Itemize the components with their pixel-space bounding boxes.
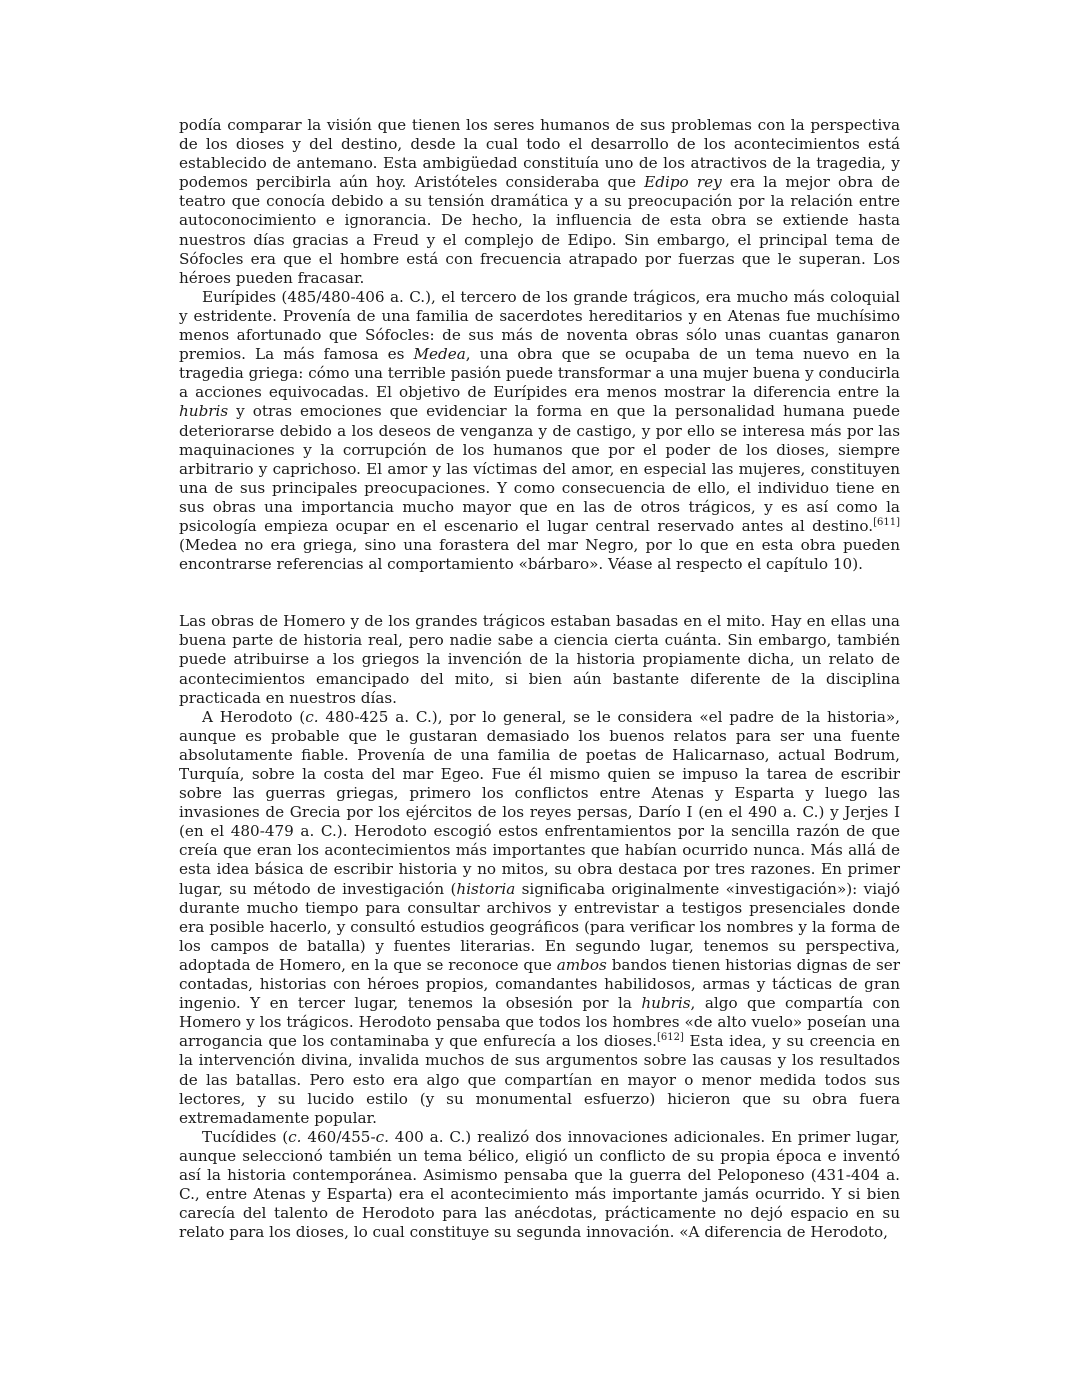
- text: 480-425 a. C.), por lo general, se le considera «el padre de la historia», aunque es probable que le gustaran demasiado los buenos relatos para ser una fuente absolutamente fiable. Provenía de una familia de poetas de Halicarnaso, actual Bodrum, Turquía, sobre la costa del mar Egeo. Fue él mismo quien se impuso la tarea de escribir sobre las guerras griegas, primero los conflictos entre Atenas y Esparta y luego las invasiones de Grecia por los ejércitos de los reyes persas, Darío I (en el 490 a. C.) y Jerjes I (en el 480-479 a. C.). Herodoto escogió estos enfrentamientos por la sencilla razón de que creía que eran los acontecimientos más importantes que habían ocurrido nunca. Más allá de esta idea básica de escribir historia y no mitos, su obra destaca por tres razones. En primer lugar, su método de investigación (: [179, 707, 900, 898]
- section-break: [179, 574, 900, 612]
- paragraph-sofocles: [179, 116, 900, 288]
- footnote-ref-612[interactable]: [612]: [656, 1032, 684, 1044]
- text: Las obras de Homero y de los grandes trágicos estaban basadas en el mito. Hay en ellas una buena parte de historia real, pero nadie sabe a ciencia cierta cuánta. Sin embargo, también puede atribuirse a los griegos la invención de la historia propiamente dicha, un relato de acontecimientos emancipado del mito, si bien aún bastante diferente de la disciplina practicada en nuestros días.: [179, 612, 900, 707]
- paragraph-history-intro: [179, 612, 900, 707]
- book-page: [179, 116, 900, 1242]
- text: bandos tienen historias dignas de ser contadas, historias con héroes propios, comandantes habilidosos, armas y tácticas de gran ingenio. Y en tercer lugar, tenemos la obsesión por la: [179, 955, 900, 1013]
- footnote-ref-611[interactable]: [611]: [873, 516, 900, 528]
- paragraph-herodoto: [179, 708, 900, 1128]
- italic-title: Medea: [413, 345, 466, 364]
- italic-term: ambos: [556, 955, 607, 974]
- text: Tucídides (: [202, 1127, 289, 1146]
- text: Eurípides (485/480-406 a. C.), el tercero de los grande trágicos, era mucho más coloquial y estridente. Provenía de una familia de sacerdotes hereditarios y en Atenas fue muchísimo menos afortunado que Sófocles: de sus más de noventa obras sólo unas cuantas ganaron premios. La más famosa es: [179, 287, 900, 364]
- text: , algo que compartía con Homero y los trágicos. Herodoto pensaba que todos los hombres «de alto vuelo» poseían una arrogancia que los contaminaba y que enfurecía a los dioses.: [179, 994, 900, 1051]
- text: (Medea no era griega, sino una forastera del mar Negro, por lo que en esta obra pueden encontrarse referencias al comportamiento «bárbaro». Véase al respecto el capítulo 10).: [179, 536, 900, 574]
- paragraph-euripides: [179, 288, 900, 574]
- text: Esta idea, y su creencia en la intervención divina, invalida muchos de sus argumentos sobre las causas y los resultados de las batallas. Pero esto era algo que compartían en mayor o menor medida todos sus lectores, y su lucido estilo (y su monumental esfuerzo) hicieron que su obra fuera extremadamente popular.: [179, 1032, 900, 1127]
- text: era la mejor obra de teatro que conocía debido a su tensión dramática y a su preocupación por la relación entre autoconocimiento e ignorancia. De hecho, la influencia de esta obra se extiende hasta nuestros días gracias a Freud y el complejo de Edipo. Sin embargo, el principal tema de Sófocles era que el hombre está con frecuencia atrapado por fuerzas que le superan. Los héroes pueden fracasar.: [179, 173, 901, 287]
- paragraph-tucidides: [179, 1128, 900, 1243]
- text: 460/455-: [301, 1127, 376, 1146]
- text: podía comparar la visión que tienen los seres humanos de sus problemas con la perspectiva de los dioses y del destino, desde la cual todo el desarrollo de los acontecimientos está establecido de antemano. Esta ambigüedad constituía uno de los atractivos de la tragedia, y podemos percibirla aún hoy. Aristóteles consideraba que: [179, 116, 900, 192]
- text: y otras emociones que evidenciar la forma en que la personalidad humana puede deteriorarse debido a los deseos de venganza y de castigo, y por ello se interesa más por las maquinaciones y la corrupción de los humanos que por el poder de los dioses, siempre arbitrario y caprichoso. El amor y las víctimas del amor, en especial las mujeres, constituyen una de sus principales preocupaciones. Y como consecuencia de ello, el individuo tiene en sus obras una importancia mucho mayor que en las de otros trágicos, y es así como la psicología empieza ocupar en el escenario el lugar central reservado antes al destino.: [179, 402, 900, 535]
- italic-abbrev: c.: [305, 707, 319, 726]
- italic-abbrev: c.: [375, 1127, 389, 1146]
- italic-term: hubris: [179, 402, 229, 421]
- text: , una obra que se ocupaba de un tema nuevo en la tragedia griega: cómo una terrible pasión puede transformar a una mujer buena y conducirla a acciones equivocadas. El objetivo de Eurípides era menos mostrar la diferencia entre la: [179, 345, 900, 402]
- italic-term: hubris: [641, 994, 691, 1013]
- italic-abbrev: c.: [288, 1127, 302, 1146]
- text: significaba originalmente «investigación»): viajó durante mucho tiempo para consultar archivos y entrevistar a testigos presenciales donde era posible hacerlo, y consultó estudios geográficos (para verificar los nombres y la forma de los campos de batalla) y fuentes literarias. En segundo lugar, tenemos su perspectiva, adoptada de Homero, en la que se reconoce que: [179, 879, 900, 974]
- italic-term: historia: [456, 879, 516, 898]
- text: A Herodoto (: [202, 707, 306, 726]
- italic-title: Edipo rey: [644, 173, 722, 192]
- text: 400 a. C.) realizó dos innovaciones adicionales. En primer lugar, aunque seleccionó también un tema bélico, eligió un conflicto de su propia época e inventó así la historia contemporánea. Asimismo pensaba que la guerra del Peloponeso (431-404 a. C., entre Atenas y Esparta) era el acontecimiento más importante jamás ocurrido. Y si bien carecía del talento de Herodoto para las anécdotas, prácticamente no dejó espacio en su relato para los dioses, lo cual constituye su segunda innovación. «A diferencia de Herodoto,: [179, 1127, 900, 1242]
